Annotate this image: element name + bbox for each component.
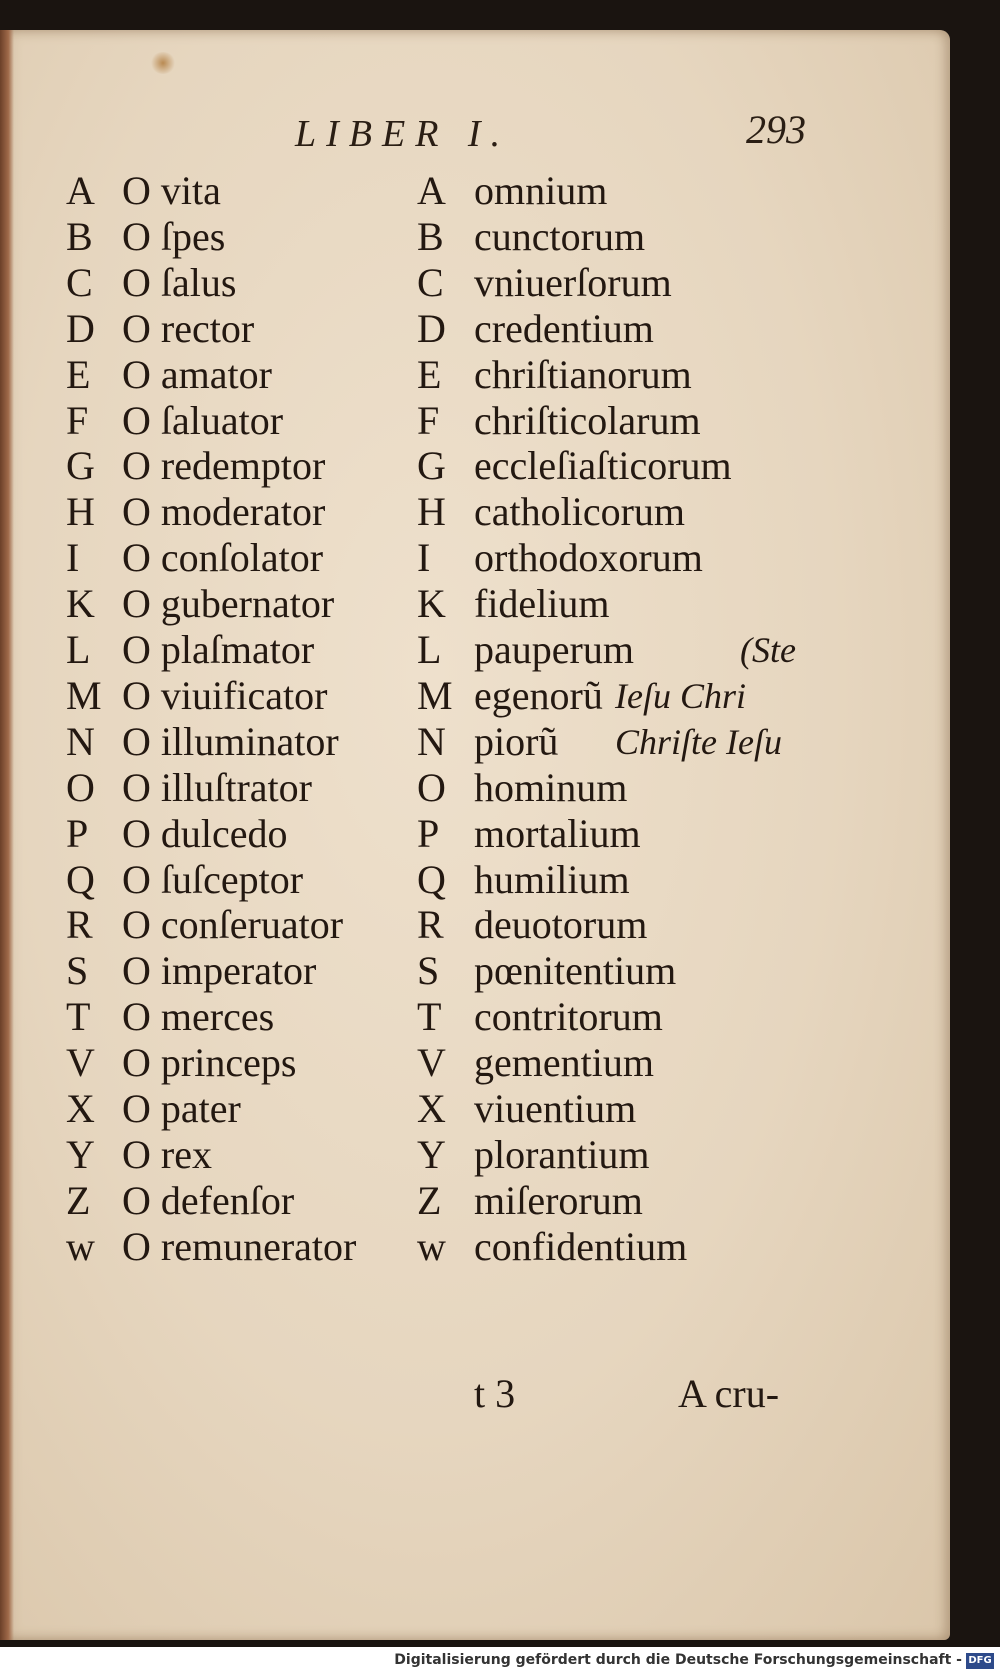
list-item xyxy=(0,535,950,581)
right-letter: Q xyxy=(417,856,446,902)
right-letter: P xyxy=(417,810,440,856)
signature-mark: t 3 xyxy=(474,1371,516,1416)
right-term: omnium xyxy=(474,168,608,213)
handwritten-note: Chriſte Ieſu xyxy=(615,721,782,762)
left-letter: Z xyxy=(66,1177,91,1223)
right-term: humilium xyxy=(474,856,630,902)
list-item xyxy=(0,260,950,306)
right-term: mortalium xyxy=(474,810,641,856)
left-letter: G xyxy=(66,443,95,489)
right-letter: H xyxy=(417,489,446,535)
left-letter: X xyxy=(66,1086,95,1131)
list-item xyxy=(0,1178,950,1224)
list-item xyxy=(0,857,950,903)
right-letter: A xyxy=(417,168,446,213)
left-letter: E xyxy=(66,351,91,397)
right-letter: Z xyxy=(417,1177,442,1223)
right-letter: w xyxy=(417,1223,446,1269)
list-item xyxy=(0,948,950,994)
left-term: O illuſtrator xyxy=(122,764,312,810)
right-term: pauperum xyxy=(474,627,634,672)
left-term: O defenſor xyxy=(122,1177,295,1223)
list-item xyxy=(0,811,950,857)
right-term: plorantium xyxy=(474,1131,650,1177)
left-term: O rector xyxy=(122,305,255,351)
left-term: O plaſmator xyxy=(122,627,315,672)
list-item xyxy=(0,581,950,627)
left-term: O dulcedo xyxy=(122,810,288,856)
left-term: O rex xyxy=(122,1131,212,1177)
right-letter: Y xyxy=(417,1131,446,1177)
left-term: O princeps xyxy=(122,1040,297,1086)
left-letter: S xyxy=(66,948,89,994)
left-term: O ſuſceptor xyxy=(122,856,304,902)
right-letter: M xyxy=(417,672,453,718)
right-letter: V xyxy=(417,1040,446,1086)
right-letter: R xyxy=(417,902,444,948)
left-letter: B xyxy=(66,213,93,259)
right-term: credentium xyxy=(474,305,654,351)
list-item xyxy=(0,719,950,765)
list-item xyxy=(0,306,950,352)
right-term: egenorũ xyxy=(474,672,603,718)
right-term: viuentium xyxy=(474,1086,637,1131)
right-term: chriſtianorum xyxy=(474,351,692,397)
left-letter: D xyxy=(66,305,95,351)
left-letter: P xyxy=(66,810,89,856)
right-letter: L xyxy=(417,627,442,672)
left-letter: F xyxy=(66,397,89,443)
left-letter: K xyxy=(66,581,95,627)
list-item xyxy=(0,398,950,444)
right-letter: N xyxy=(417,718,446,764)
credit-text: Digitalisierung gefördert durch die Deutsche Forschungsgemeinschaft - xyxy=(394,1652,962,1668)
handwritten-note: Ieſu Chri xyxy=(615,675,746,716)
left-letter: C xyxy=(66,259,93,305)
right-letter: O xyxy=(417,764,446,810)
right-letter: D xyxy=(417,305,446,351)
left-term: O viuificator xyxy=(122,672,328,718)
left-term: O imperator xyxy=(122,948,317,994)
list-item xyxy=(0,1040,950,1086)
left-term: O moderator xyxy=(122,489,326,535)
right-term: piorũ xyxy=(474,718,559,764)
left-term: O ſaluator xyxy=(122,397,284,443)
left-letter: I xyxy=(66,535,80,581)
left-term: O merces xyxy=(122,994,275,1040)
left-letter: Y xyxy=(66,1131,95,1177)
left-letter: O xyxy=(66,764,95,810)
list-item xyxy=(0,1132,950,1178)
left-term: O ſalus xyxy=(122,259,237,305)
list-item xyxy=(0,168,950,214)
right-letter: B xyxy=(417,213,444,259)
left-letter: M xyxy=(66,672,102,718)
right-letter: I xyxy=(417,535,431,581)
left-term: O gubernator xyxy=(122,581,335,627)
left-letter: L xyxy=(66,627,91,672)
right-letter: G xyxy=(417,443,446,489)
right-term: vniuerſorum xyxy=(474,259,672,305)
left-term: O illuminator xyxy=(122,718,339,764)
list-item xyxy=(0,1086,950,1132)
list-item xyxy=(0,489,950,535)
right-term: deuotorum xyxy=(474,902,648,948)
right-letter: X xyxy=(417,1086,446,1131)
left-term: O conſolator xyxy=(122,535,324,581)
right-letter: C xyxy=(417,259,444,305)
list-item xyxy=(0,902,950,948)
left-letter: A xyxy=(66,168,95,213)
left-term: O ſpes xyxy=(122,213,226,259)
catchword: A cru- xyxy=(678,1371,780,1416)
right-letter: T xyxy=(417,994,442,1040)
left-term: O pater xyxy=(122,1086,241,1131)
left-letter: R xyxy=(66,902,93,948)
left-letter: Q xyxy=(66,856,95,902)
handwritten-note: (Ste xyxy=(740,630,796,670)
right-term: cunctorum xyxy=(474,213,646,259)
left-term: O amator xyxy=(122,351,272,397)
left-letter: T xyxy=(66,994,91,1040)
running-title: LIBER I. xyxy=(295,113,511,155)
right-term: hominum xyxy=(474,764,628,810)
right-term: miſerorum xyxy=(474,1177,643,1223)
list-item xyxy=(0,673,950,719)
list-item xyxy=(0,765,950,811)
right-letter: F xyxy=(417,397,440,443)
left-letter: N xyxy=(66,718,95,764)
list-item xyxy=(0,352,950,398)
page-number: 293 xyxy=(746,107,806,152)
list-item xyxy=(0,443,950,489)
left-letter: w xyxy=(66,1223,95,1269)
left-term: O vita xyxy=(122,168,221,213)
right-letter: E xyxy=(417,351,442,397)
right-term: fidelium xyxy=(474,581,610,627)
right-letter: K xyxy=(417,581,446,627)
list-item xyxy=(0,1224,950,1270)
left-letter: H xyxy=(66,489,95,535)
left-term: O remunerator xyxy=(122,1223,357,1269)
right-term: gementium xyxy=(474,1040,654,1086)
left-term: O conſeruator xyxy=(122,902,344,948)
credit-bar xyxy=(0,1647,1000,1677)
right-term: confidentium xyxy=(474,1223,688,1269)
left-term: O redemptor xyxy=(122,443,326,489)
list-item xyxy=(0,214,950,260)
list-item xyxy=(0,994,950,1040)
right-term: chriſticolarum xyxy=(474,397,701,443)
left-letter: V xyxy=(66,1040,95,1086)
dfg-logo: DFG xyxy=(966,1653,994,1669)
right-term: orthodoxorum xyxy=(474,535,703,581)
right-term: eccleſiaſticorum xyxy=(474,443,732,489)
right-term: contritorum xyxy=(474,994,663,1040)
page-stain xyxy=(150,52,176,74)
list-item xyxy=(0,627,950,673)
right-term: catholicorum xyxy=(474,489,686,535)
right-letter: S xyxy=(417,948,440,994)
right-term: pœnitentium xyxy=(474,948,677,994)
